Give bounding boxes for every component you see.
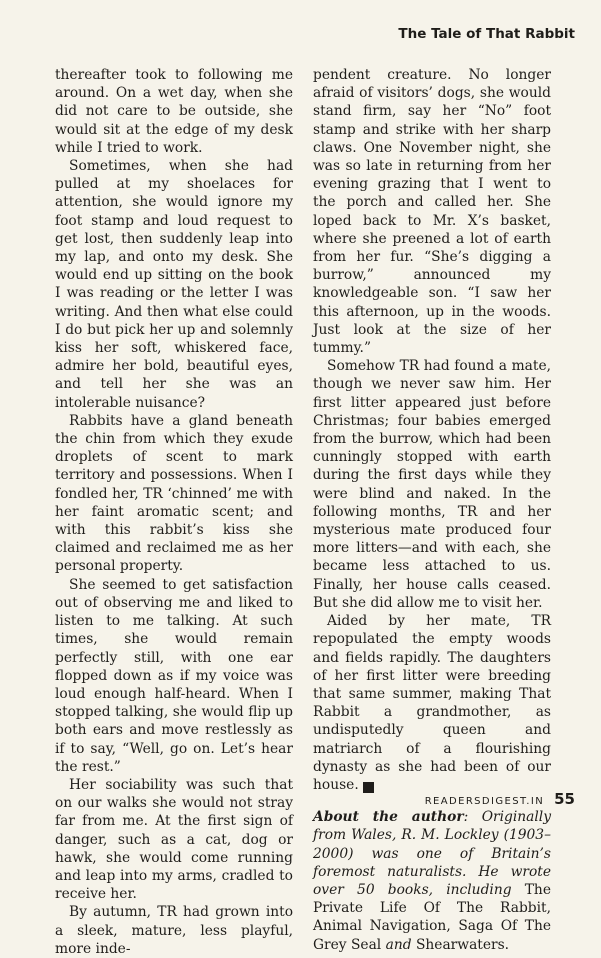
about-the-author bbox=[313, 808, 551, 954]
book-titles: The Private Life Of The Rabbit, Animal Navigation, Saga Of The Grey Seal bbox=[313, 881, 551, 953]
page-number: 55 bbox=[554, 790, 575, 808]
left-column bbox=[55, 66, 293, 958]
paragraph: Somehow TR had found a mate, though we never saw him. Her first litter appeared just before Christmas; four babies emerged from the burrow, which had been cunningly stopped with earth during the first days while they were blind and naked. In the following months, TR and her mysterious mate produced four more litters—and with each, she became less attached to us. Finally, her house calls ceased. But she did allow me to visit her. bbox=[313, 358, 551, 611]
about-text: : Originally from Wales, R. M. Lockley (1903–2000) was one of Britain’s foremost naturalists. He wrote over 50 books, including bbox=[313, 809, 551, 898]
paragraph-text: Aided by her mate, TR repopulated the empty woods and fields rapidly. The daughters of her first litter were breeding that same summer, making That Rabbit a grandmother, as undisputedly queen and matriarch of a flourishing dynasty as she had been of our house. bbox=[313, 613, 551, 793]
paragraph: Her sociability was such that on our walks she would not stray far from me. At the first sign of danger, such as a cat, dog or hawk, she would come running and leap into my arms, cradled to receive her. bbox=[55, 776, 293, 903]
about-label: About the author bbox=[313, 809, 464, 826]
paragraph: She seemed to get satisfaction out of observing me and liked to listen to me talking. At such times, she would remain perfectly still, with one ear flopped down as if my voice was loud enough half-heard. When I stopped talking, she would flip up both ears and move restlessly as if to say, “Well, go on. Let’s hear the rest.” bbox=[55, 576, 293, 775]
paragraph: thereafter took to following me around. On a wet day, when she did not care to be outside, she would sit at the edge of my desk while I tried to work. bbox=[55, 67, 293, 156]
footer-brand: READERSDIGEST.IN bbox=[424, 796, 545, 807]
right-column bbox=[313, 66, 551, 954]
end-mark-icon: R bbox=[363, 782, 374, 793]
paragraph: By autumn, TR had grown into a sleek, mature, less playful, more inde- bbox=[55, 904, 293, 957]
paragraph: Sometimes, when she had pulled at my shoelaces for attention, she would ignore my foot stamp and loud request to get lost, then suddenly leap into my lap, and onto my desk. She would end up sitting on the book I was reading or the letter I was writing. And then what else could I do but pick her up and solemnly kiss her soft, whiskered face, admire her bold, beautiful eyes, and tell her she was an intolerable nuisance? bbox=[55, 158, 293, 411]
paragraph-final bbox=[313, 612, 551, 794]
paragraph: pendent creature. No longer afraid of visitors’ dogs, she would stand firm, say her “No” foot stamp and strike with her sharp claws. One November night, she was so late in returning from her evening grazing that I went to the porch and called her. She loped back to Mr. X’s basket, where she preened a lot of earth from her fur. “She’s digging a burrow,” announced my knowledgeable son. “I saw her this afternoon, up in the woods. Just look at the size of her tummy.” bbox=[313, 67, 551, 357]
book-title-last: Shearwaters. bbox=[415, 936, 510, 953]
paragraph: Rabbits have a gland beneath the chin from which they exude droplets of scent to mark territory and possessions. When I fondled her, TR ‘chinned’ me with her faint aromatic scent; and with this rabbit’s kiss she claimed and reclaimed me as her personal property. bbox=[55, 412, 293, 575]
about-conjunction: and bbox=[381, 936, 416, 953]
page-footer bbox=[425, 790, 575, 808]
running-head: The Tale of That Rabbit bbox=[398, 26, 575, 42]
